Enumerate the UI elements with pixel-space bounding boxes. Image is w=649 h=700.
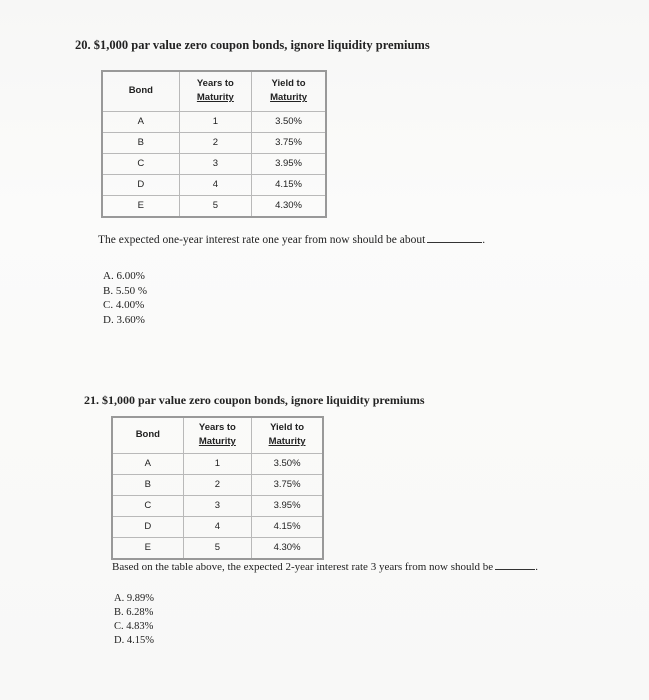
years-cell: 3 (183, 495, 251, 516)
bond-cell: E (112, 537, 183, 559)
q20-header-years: Years to Maturity (179, 71, 251, 111)
table-row (102, 132, 326, 153)
years-cell: 4 (179, 174, 251, 195)
yield-cell: 4.30% (252, 195, 326, 217)
q21-choice-a: A. 9.89% (114, 593, 154, 604)
bond-cell: C (102, 153, 179, 174)
q20-header-yield: Yield to Maturity (252, 71, 326, 111)
answer-blank (427, 233, 482, 243)
q21-title: 21. $1,000 par value zero coupon bonds, ignore liquidity premiums (84, 393, 425, 407)
table-row (112, 453, 323, 474)
q21-header-years: Years to Maturity (183, 417, 251, 453)
years-cell: 1 (183, 453, 251, 474)
yield-cell: 3.75% (252, 474, 323, 495)
years-cell: 5 (179, 195, 251, 217)
yield-cell: 3.95% (252, 153, 326, 174)
table-row (102, 174, 326, 195)
q20-choice-a: A. 6.00% (103, 270, 145, 282)
years-cell: 1 (179, 111, 251, 132)
bond-cell: C (112, 495, 183, 516)
q21-bond-table (111, 416, 324, 560)
q21-header-yield: Yield to Maturity (252, 417, 323, 453)
q21-choices (114, 592, 154, 648)
bond-cell: D (112, 516, 183, 537)
q20-header-bond: Bond (102, 71, 179, 111)
q20-choices (103, 269, 147, 327)
q21-choice-d: D. 4.15% (114, 635, 154, 646)
table-row (112, 474, 323, 495)
yield-cell: 3.75% (252, 132, 326, 153)
q21-question-text: Based on the table above, the expected 2-year interest rate 3 years from now should be (112, 561, 494, 573)
q21-question-end: . (535, 561, 538, 573)
q21-header-bond: Bond (112, 417, 183, 453)
q20-question (98, 233, 485, 246)
q20-choice-b: B. 5.50 % (103, 284, 147, 297)
table-row (102, 153, 326, 174)
yield-cell: 4.15% (252, 516, 323, 537)
yield-cell: 4.15% (252, 174, 326, 195)
table-row (112, 537, 323, 559)
years-cell: 2 (179, 132, 251, 153)
bond-cell: B (112, 474, 183, 495)
years-cell: 2 (183, 474, 251, 495)
years-cell: 5 (183, 537, 251, 559)
q20-choice-d: D. 3.60% (103, 313, 145, 326)
q20-choice-c: C. 4.00% (103, 299, 145, 311)
years-cell: 4 (183, 516, 251, 537)
q20-title: 20. $1,000 par value zero coupon bonds, ignore liquidity premiums (75, 38, 430, 52)
table-row (112, 495, 323, 516)
bond-cell: D (102, 174, 179, 195)
q20-question-text: The expected one-year interest rate one year from now should be about (98, 234, 426, 246)
years-cell: 3 (179, 153, 251, 174)
bond-cell: E (102, 195, 179, 217)
answer-blank (495, 560, 535, 570)
q21-question (112, 560, 538, 573)
q20-bond-table (101, 70, 327, 218)
yield-cell: 4.30% (252, 537, 323, 559)
yield-cell: 3.50% (252, 453, 323, 474)
yield-cell: 3.95% (252, 495, 323, 516)
bond-cell: B (102, 132, 179, 153)
q21-choice-b: B. 6.28% (114, 607, 154, 618)
yield-cell: 3.50% (252, 111, 326, 132)
table-row (102, 195, 326, 217)
q21-choice-c: C. 4.83% (114, 621, 154, 632)
table-row (112, 516, 323, 537)
table-row (102, 111, 326, 132)
bond-cell: A (102, 111, 179, 132)
bond-cell: A (112, 453, 183, 474)
q20-question-end: . (482, 234, 486, 246)
